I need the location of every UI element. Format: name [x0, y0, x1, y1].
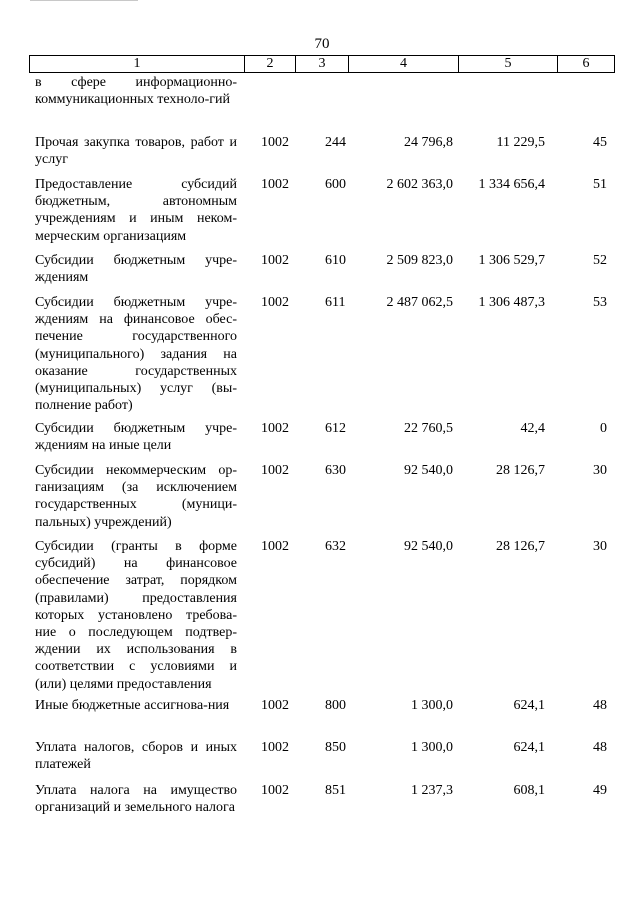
scan-edge-mark: [30, 0, 138, 3]
row-percent: 51: [593, 177, 607, 192]
row-percent: 48: [593, 740, 607, 755]
row-name: Субсидии (гранты в форме субсидий) на финансовое обеспечение затрат, порядком (правилами) предоставления которых установлено требова-ние о последующем подтвер-ждении их использования в соответствии с условиями и (или) целями предоставления: [35, 539, 237, 692]
row-plan-value: 24 796,8: [404, 135, 453, 150]
table-header: [29, 55, 615, 73]
row-percent: 48: [593, 698, 607, 713]
row-actual-value: 28 126,7: [496, 463, 545, 478]
row-plan-value: 2 487 062,5: [386, 295, 453, 310]
row-name: Субсидии некоммерческим ор-ганизациям (за исключением государственных (муници-пальных) учреждений): [35, 463, 237, 530]
row-percent: 52: [593, 253, 607, 268]
row-plan-value: 2 509 823,0: [386, 253, 453, 268]
row-percent: 30: [593, 539, 607, 554]
row-name: Прочая закупка товаров, работ и услуг: [35, 135, 237, 168]
row-section-code: 1002: [261, 253, 289, 268]
row-name: Предоставление субсидий бюджетным, автономным учреждениям и иным неком-мерческим организациям: [35, 177, 237, 244]
row-expense-code: 612: [325, 421, 346, 436]
row-actual-value: 624,1: [513, 740, 545, 755]
row-section-code: 1002: [261, 177, 289, 192]
row-section-code: 1002: [261, 740, 289, 755]
row-actual-value: 42,4: [520, 421, 545, 436]
row-section-code: 1002: [261, 421, 289, 436]
row-actual-value: 608,1: [513, 783, 545, 798]
row-percent: 30: [593, 463, 607, 478]
column-header-3: 3: [296, 56, 349, 72]
row-plan-value: 92 540,0: [404, 539, 453, 554]
row-plan-value: 1 300,0: [411, 698, 453, 713]
row-actual-value: 624,1: [513, 698, 545, 713]
row-actual-value: 11 229,5: [496, 135, 545, 150]
row-percent: 49: [593, 783, 607, 798]
row-expense-code: 800: [325, 698, 346, 713]
row-actual-value: 1 306 487,3: [478, 295, 545, 310]
row-expense-code: 610: [325, 253, 346, 268]
column-header-4: 4: [349, 56, 459, 72]
row-section-code: 1002: [261, 539, 289, 554]
row-section-code: 1002: [261, 135, 289, 150]
column-header-5: 5: [459, 56, 558, 72]
row-name: Уплата налога на имущество организаций и земельного налога: [35, 783, 237, 816]
row-percent: 0: [600, 421, 607, 436]
row-name: Уплата налогов, сборов и иных платежей: [35, 740, 237, 773]
row-expense-code: 600: [325, 177, 346, 192]
row-expense-code: 244: [325, 135, 346, 150]
row-expense-code: 851: [325, 783, 346, 798]
row-name: Субсидии бюджетным учре-ждениям: [35, 253, 237, 286]
row-section-code: 1002: [261, 463, 289, 478]
row-name: в сфере информационно-коммуникационных техноло-гий: [35, 75, 237, 108]
row-actual-value: 28 126,7: [496, 539, 545, 554]
row-expense-code: 850: [325, 740, 346, 755]
row-expense-code: 630: [325, 463, 346, 478]
column-header-1: 1: [29, 56, 245, 72]
row-percent: 45: [593, 135, 607, 150]
row-plan-value: 22 760,5: [404, 421, 453, 436]
row-expense-code: 611: [325, 295, 346, 310]
row-percent: 53: [593, 295, 607, 310]
row-actual-value: 1 306 529,7: [478, 253, 545, 268]
row-plan-value: 1 300,0: [411, 740, 453, 755]
row-section-code: 1002: [261, 295, 289, 310]
row-plan-value: 92 540,0: [404, 463, 453, 478]
row-section-code: 1002: [261, 698, 289, 713]
row-plan-value: 2 602 363,0: [386, 177, 453, 192]
column-header-2: 2: [245, 56, 296, 72]
row-name: Субсидии бюджетным учре-ждениям на иные цели: [35, 421, 237, 454]
row-name: Иные бюджетные ассигнова-ния: [35, 698, 230, 713]
row-actual-value: 1 334 656,4: [478, 177, 545, 192]
row-name: Субсидии бюджетным учре-ждениям на финансовое обес-печение государственного (муниципального) задания на оказание государственных (муниципальных) услуг (вы-полнение работ): [35, 295, 237, 414]
row-section-code: 1002: [261, 783, 289, 798]
column-header-6: 6: [558, 56, 615, 72]
row-expense-code: 632: [325, 539, 346, 554]
page-number: 70: [314, 36, 330, 52]
row-plan-value: 1 237,3: [411, 783, 453, 798]
